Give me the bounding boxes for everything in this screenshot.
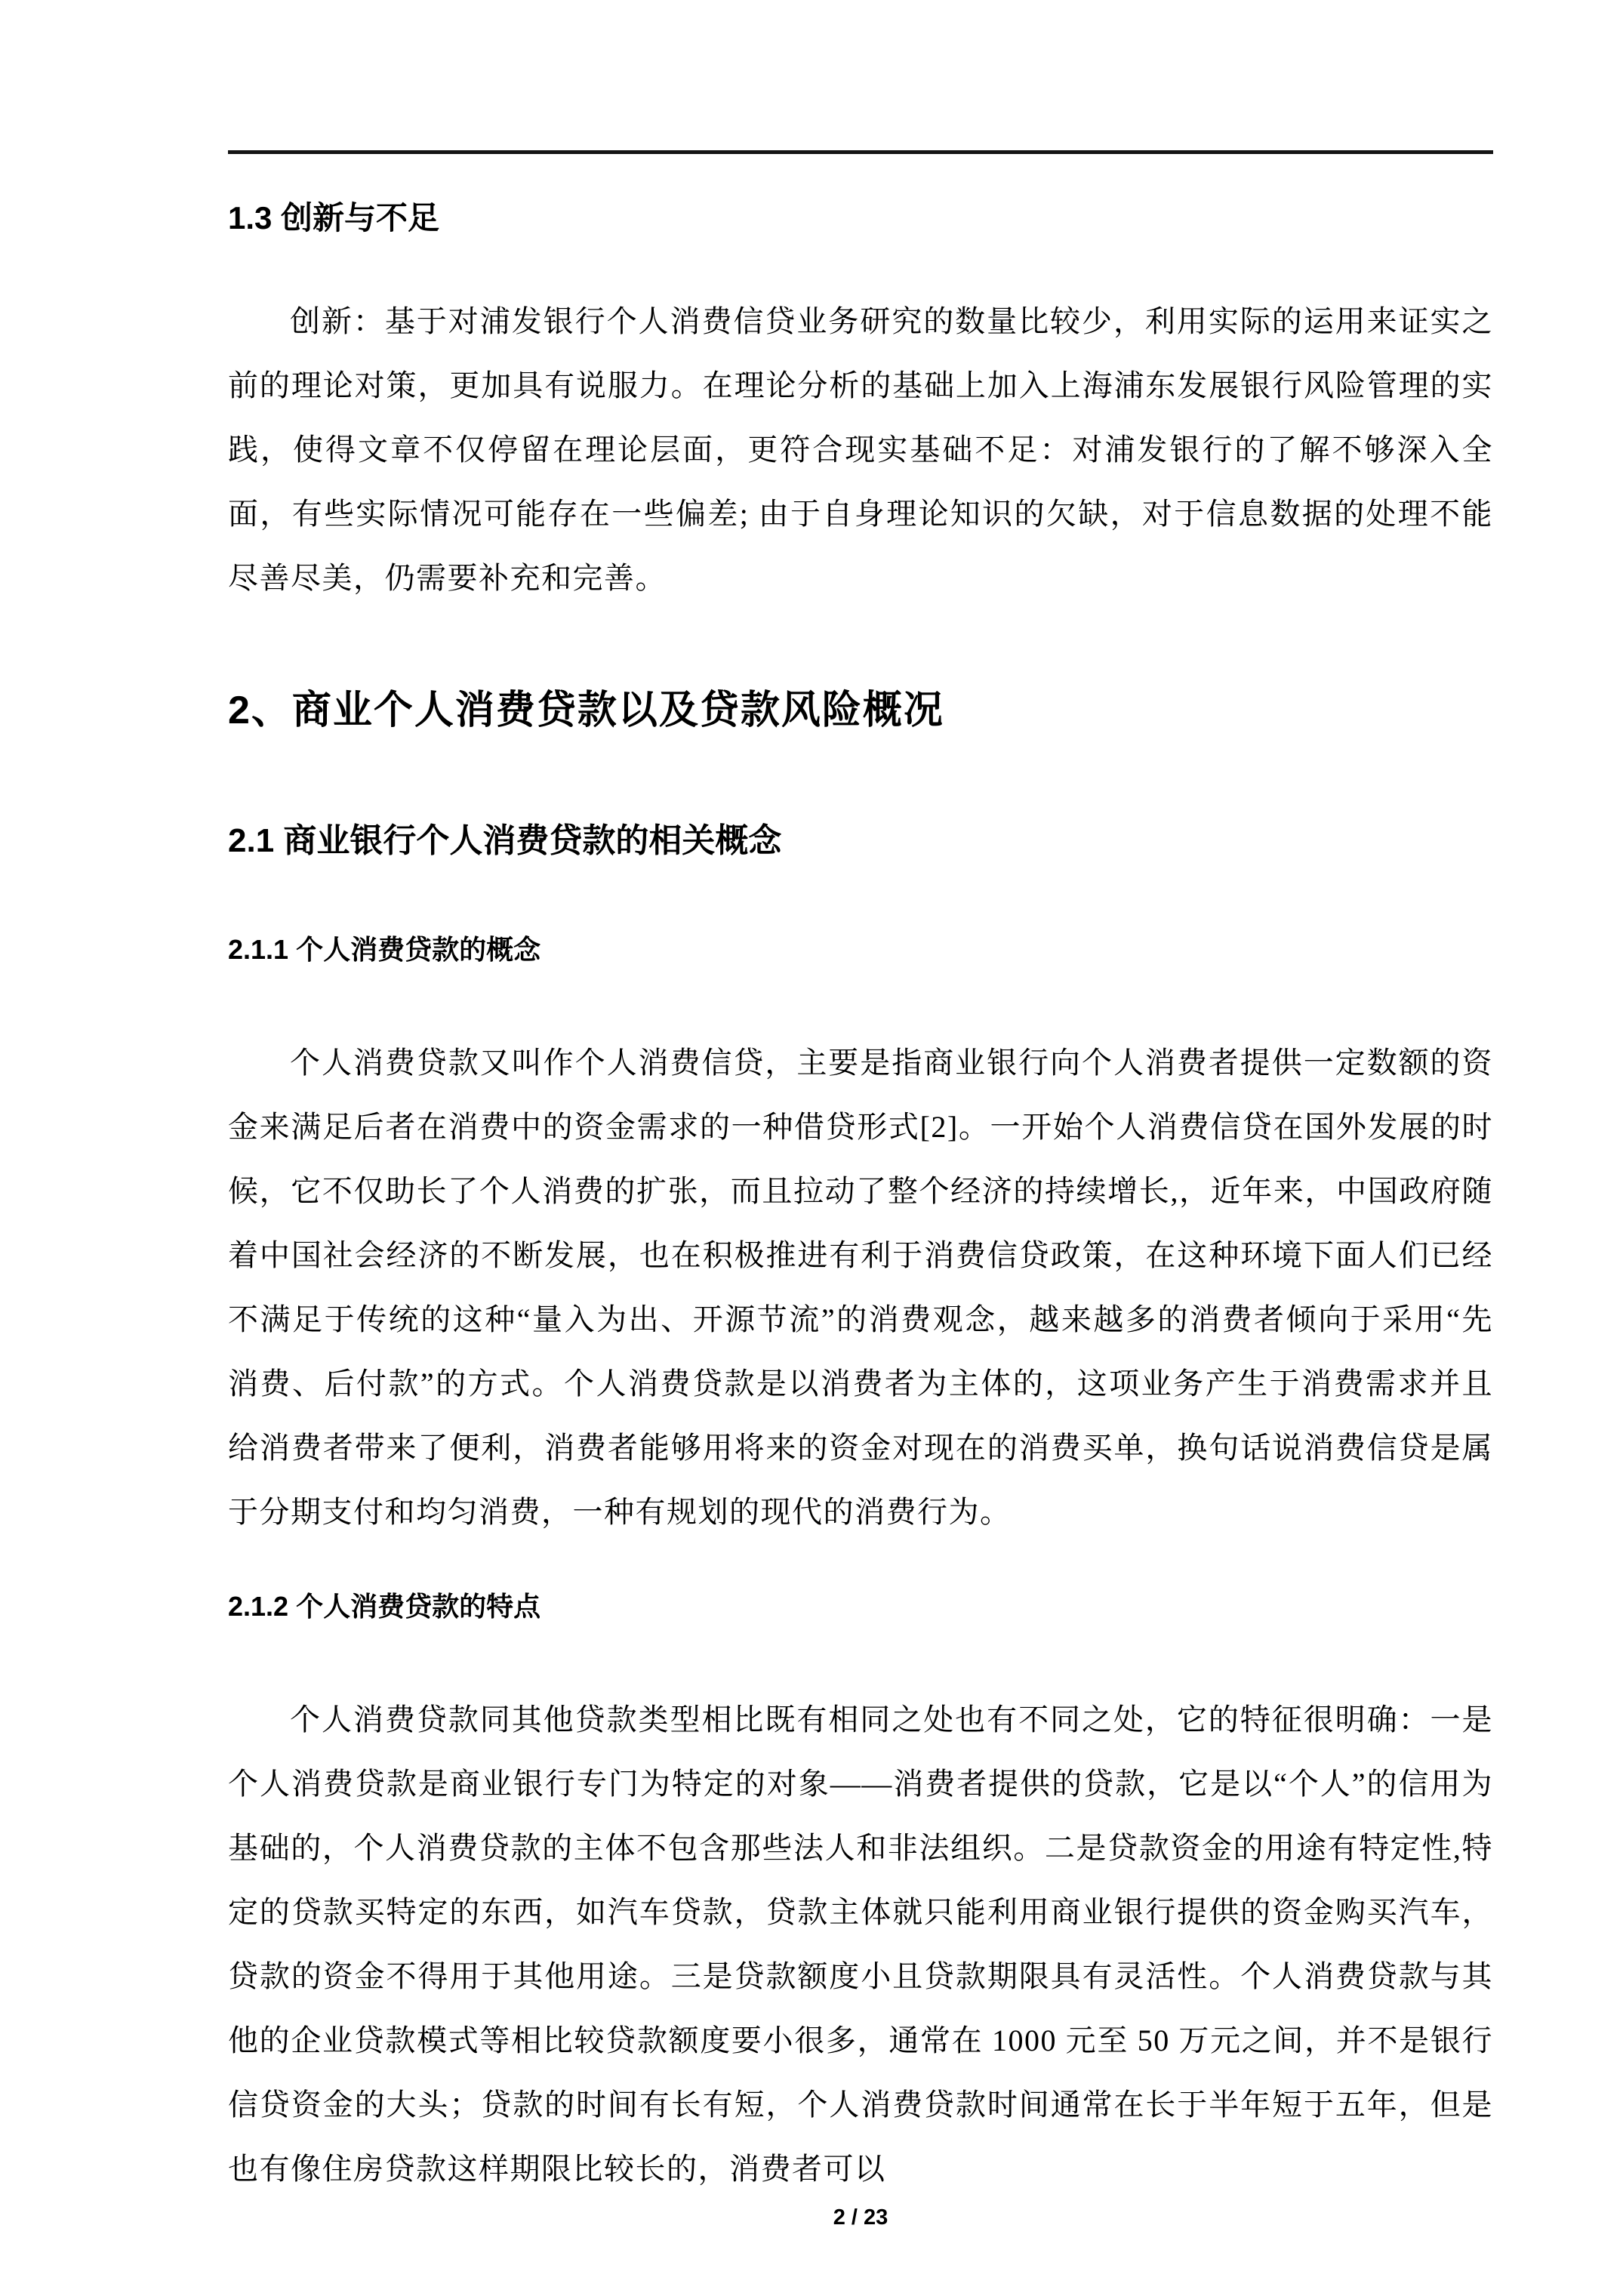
section-heading-2-1: 2.1 商业银行个人消费贷款的相关概念	[228, 822, 782, 860]
paragraph-personal-consumer-loan-features: 个人消费贷款同其他贷款类型相比既有相同之处也有不同之处，它的特征很明确：一是个人消费贷款是商业银行专门为特定的对象——消费者提供的贷款，它是以“个人”的信用为基础的，个人消费贷款的主体不包含那些法人和非法组织。二是贷款资金的用途有特定性,特定的贷款买特定的东西，如汽车贷款，贷款主体就只能利用商业银行提供的资金购买汽车，贷款的资金不得用于其他用途。三是贷款额度小且贷款期限具有灵活性。个人消费贷款与其他的企业贷款模式等相比较贷款额度要小很多，通常在 1000 元至 50 万元之间，并不是银行信贷资金的大头；贷款的时间有长有短，个人消费贷款时间通常在长于半年短于五年，但是也有像住房贷款这样期限比较长的，消费者可以	[228, 1702, 1493, 2186]
header-divider-rule	[228, 0, 1493, 154]
section-heading-1-3: 1.3 创新与不足	[228, 200, 440, 236]
paragraph-innovation-shortcomings: 创新：基于对浦发银行个人消费信贷业务研究的数量比较少，利用实际的运用来证实之前的理论对策，更加具有说服力。在理论分析的基础上加入上海浦东发展银行风险管理的实践，使得文章不仅停留在理论层面，更符合现实基础不足：对浦发银行的了解不够深入全面，有些实际情况可能存在一些偏差; 由于自身理论知识的欠缺，对于信息数据的处理不能尽善尽美，仍需要补充和完善。	[228, 304, 1493, 595]
subsection-heading-2-1-2: 2.1.2 个人消费贷款的特点	[228, 1591, 541, 1623]
paragraph-personal-consumer-loan-concept: 个人消费贷款又叫作个人消费信贷，主要是指商业银行向个人消费者提供一定数额的资金来满足后者在消费中的资金需求的一种借贷形式[2]。一开始个人消费信贷在国外发展的时候，它不仅助长了个人消费的扩张，而且拉动了整个经济的持续增长,，近年来，中国政府随着中国社会经济的不断发展，也在积极推进有利于消费信贷政策，在这种环境下面人们已经不满足于传统的这种“量入为出、开源节流”的消费观念，越来越多的消费者倾向于采用“先消费、后付款”的方式。个人消费贷款是以消费者为主体的，这项业务产生于消费需求并且给消费者带来了便利，消费者能够用将来的资金对现在的消费买单，换句话说消费信贷是属于分期支付和均匀消费，一种有规划的现代的消费行为。	[228, 1046, 1493, 1530]
page-number: 2 / 23	[833, 2205, 888, 2230]
chapter-heading-2: 2、商业个人消费贷款以及贷款风险概况	[228, 688, 944, 732]
subsection-heading-2-1-1: 2.1.1 个人消费贷款的概念	[228, 934, 541, 966]
